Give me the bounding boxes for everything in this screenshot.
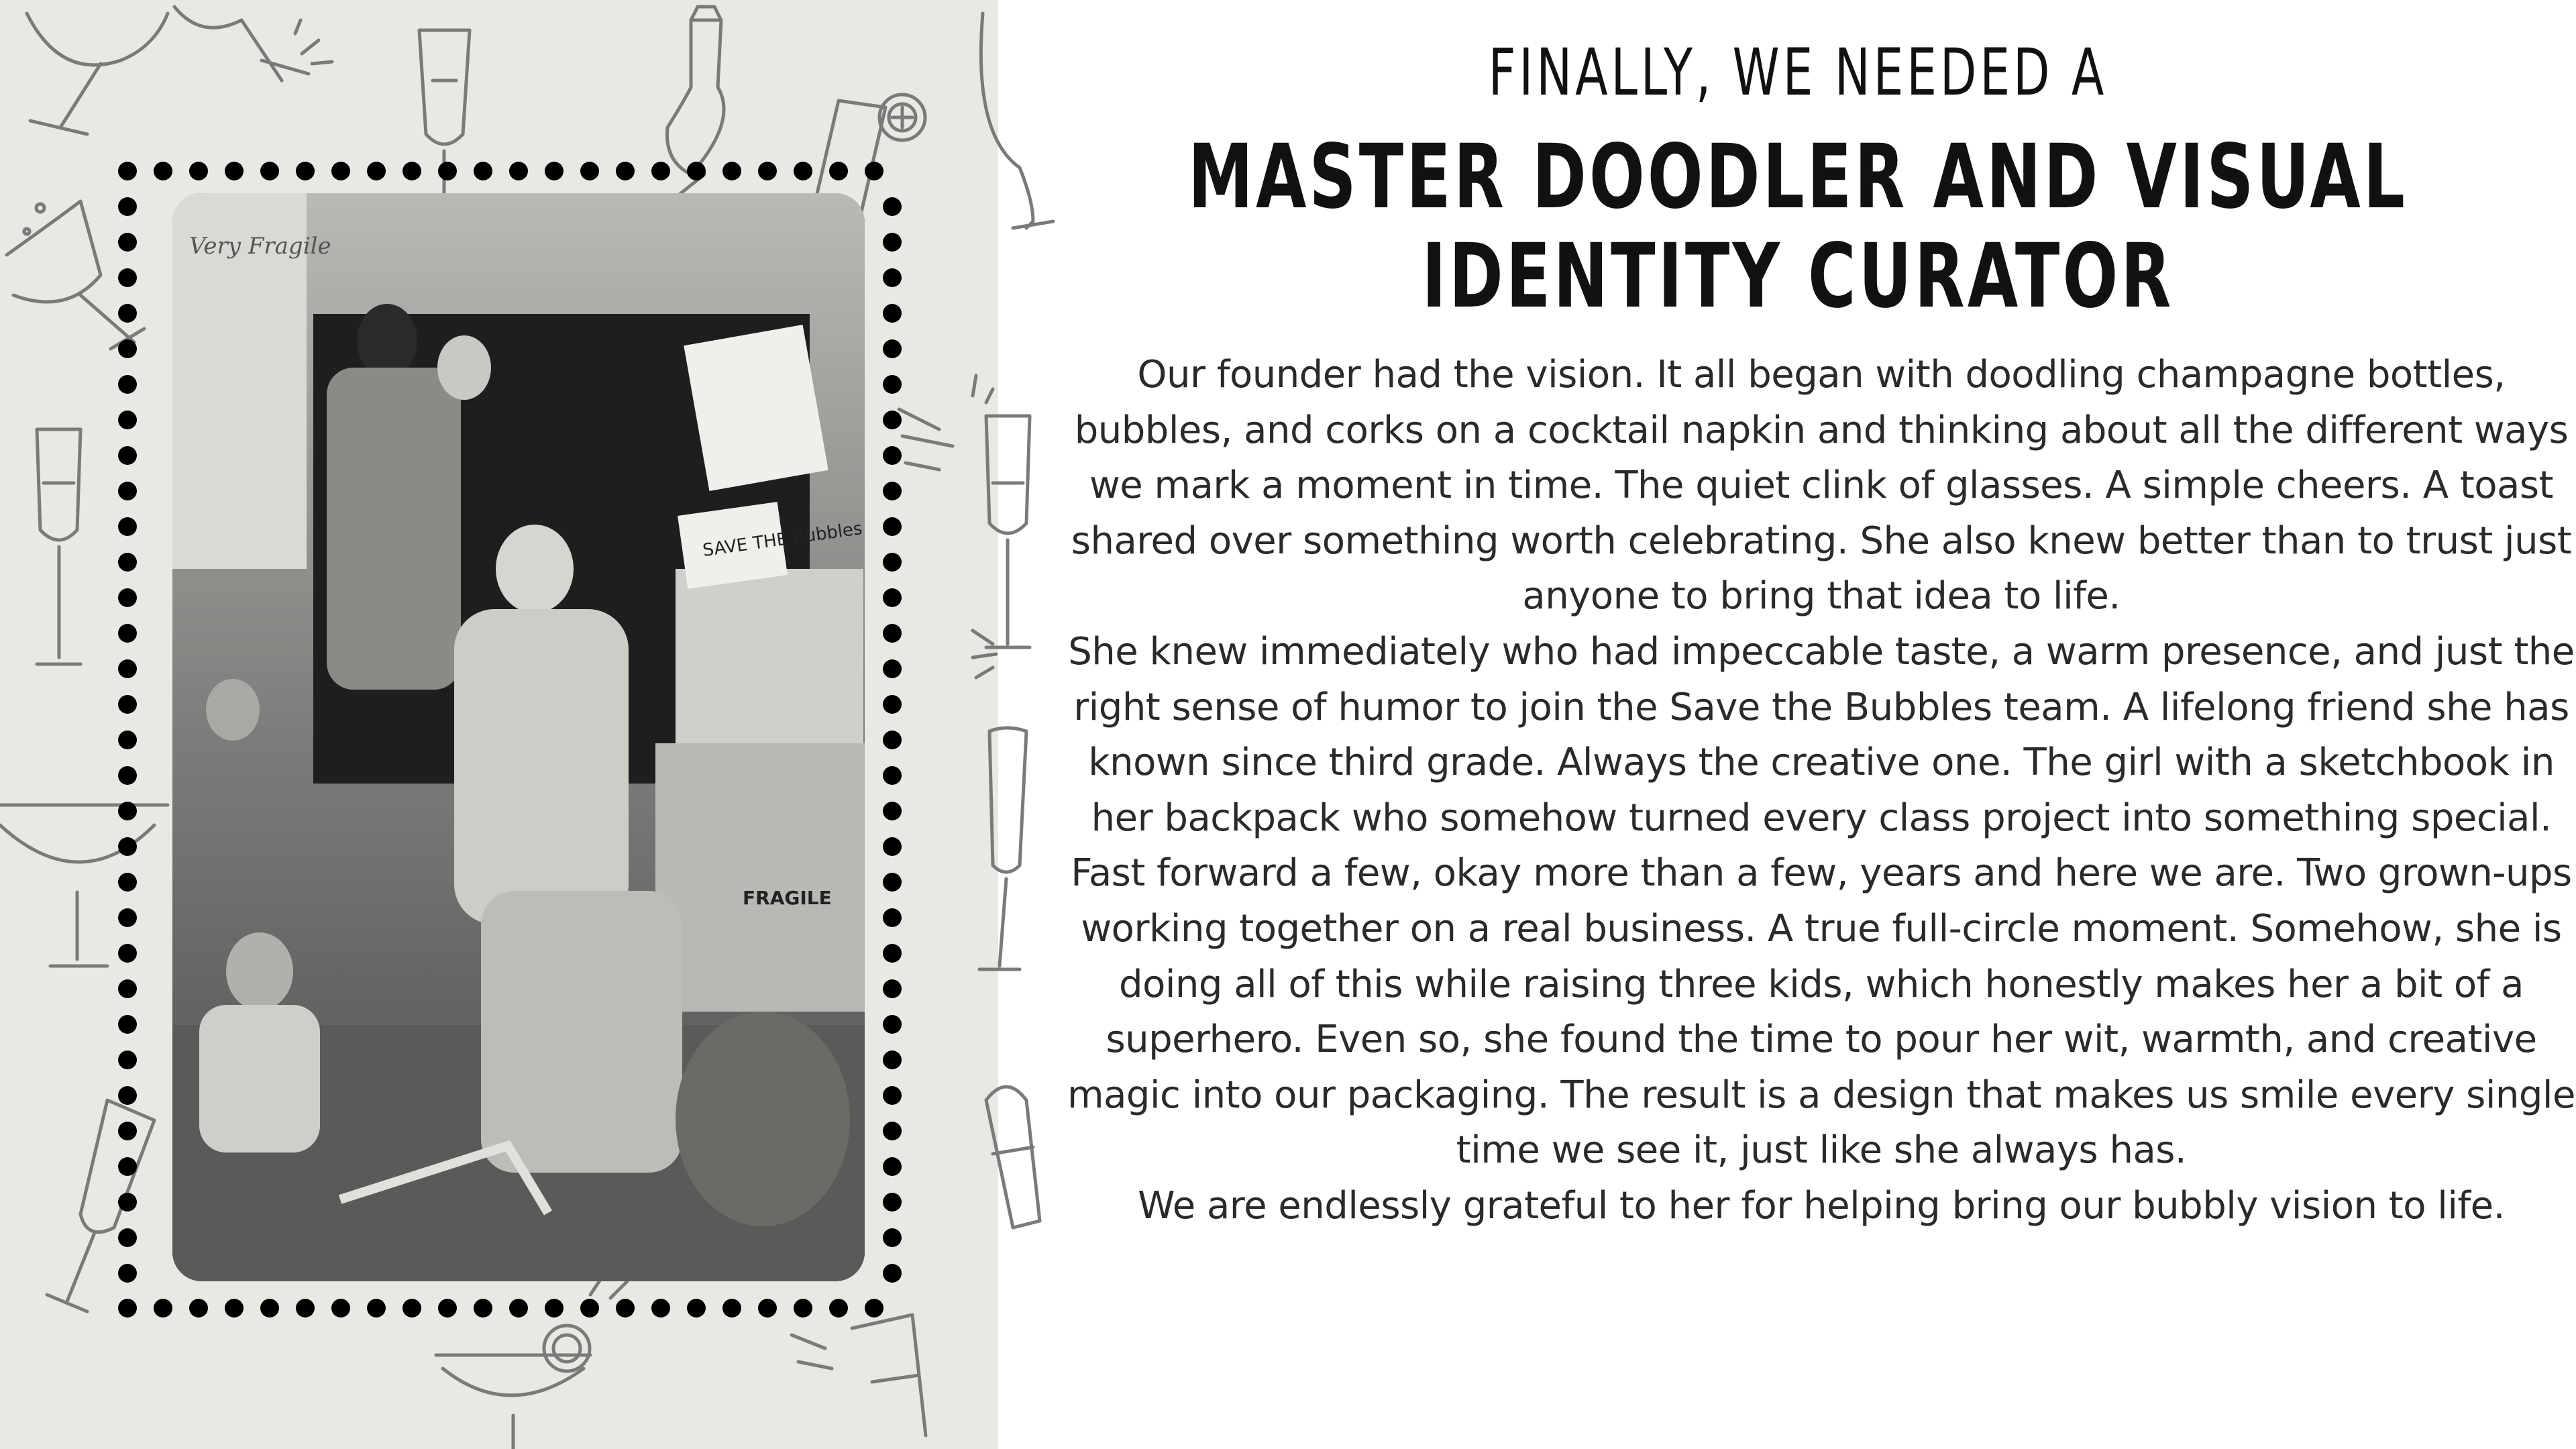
frame-dot — [474, 1299, 492, 1318]
frame-dot — [651, 1299, 670, 1318]
frame-dot — [118, 339, 137, 358]
frame-dot — [189, 1299, 208, 1318]
frame-dot — [829, 1299, 848, 1318]
frame-dot — [118, 766, 137, 785]
frame-dot — [118, 731, 137, 749]
frame-dot — [402, 1299, 421, 1318]
box-label-text: FRAGILE — [743, 887, 832, 909]
frame-dot — [118, 1193, 137, 1212]
frame-dot — [118, 659, 137, 678]
frame-dot — [118, 304, 137, 323]
frame-dot — [118, 411, 137, 429]
frame-dot — [260, 162, 279, 180]
frame-dot — [154, 1299, 172, 1318]
frame-dot — [883, 873, 902, 892]
frame-dot — [225, 162, 244, 180]
frame-dot — [118, 1086, 137, 1105]
frame-dot — [118, 802, 137, 820]
frame-dot — [580, 1299, 599, 1318]
frame-dot — [509, 1299, 528, 1318]
frame-dot — [883, 411, 902, 429]
frame-dot — [883, 695, 902, 714]
frame-dot — [118, 1051, 137, 1069]
sign-board-text: SAVE THE Bubbles — [701, 519, 864, 561]
frame-dot — [883, 304, 902, 323]
doodle-background-panel — [0, 0, 998, 1449]
frame-dot — [883, 944, 902, 963]
frame-dot — [883, 517, 902, 536]
frame-dot — [722, 1299, 741, 1318]
frame-dot — [545, 162, 564, 180]
frame-dot — [331, 1299, 350, 1318]
story-paragraph-2: She knew immediately who had impeccable taste, a warm presence, and just the right sense of humor to join the Save the Bubbles team. A lifelong friend she has known since third grade. Always the creative one. The girl with a sketchbook in her backpack who somehow turned every class project into something special. — [1068, 629, 2575, 840]
story-paragraph-3: Fast forward a few, okay more than a few, years and here we are. Two grown-ups working together on a real business. A true full-circle moment. Somehow, she is doing all of this while raising three kids, which honestly makes her a bit of a superhero. Even so, she found the time to pour her wit, warmth, and creative magic into our packaging. The result is a design that makes us smile every single time we see it, just like she always has. — [1067, 851, 2575, 1173]
frame-dot — [118, 1015, 137, 1034]
frame-dot — [402, 162, 421, 180]
sparkle-icon — [973, 631, 996, 678]
frame-dot — [118, 873, 137, 892]
frame-dot — [883, 1122, 902, 1140]
heading-title-line1: MASTER DOODLER AND VISUAL — [1188, 125, 2408, 229]
frame-dot — [883, 375, 902, 394]
frame-dot — [883, 1193, 902, 1212]
frame-dot — [883, 553, 902, 572]
frame-dot — [883, 1157, 902, 1176]
frame-dot — [883, 1228, 902, 1247]
frame-dot — [118, 446, 137, 465]
frame-dot — [545, 1299, 564, 1318]
frame-dot — [687, 1299, 706, 1318]
frame-dot — [118, 162, 137, 180]
frame-dot — [331, 162, 350, 180]
frame-dot — [118, 233, 137, 252]
frame-dot — [722, 162, 741, 180]
frame-dot — [829, 162, 848, 180]
frame-dot — [474, 162, 492, 180]
frame-dot — [118, 553, 137, 572]
frame-dot — [616, 162, 635, 180]
frame-dot — [296, 1299, 315, 1318]
frame-dot — [883, 1264, 902, 1283]
frame-dot — [118, 1122, 137, 1140]
frame-dot — [438, 1299, 457, 1318]
frame-dot — [687, 162, 706, 180]
frame-dot — [118, 517, 137, 536]
frame-dot — [438, 162, 457, 180]
champagne-glass-icon — [986, 416, 1030, 647]
frame-dot — [883, 659, 902, 678]
team-photo — [172, 193, 865, 1281]
frame-dot — [154, 162, 172, 180]
frame-dot — [189, 162, 208, 180]
frame-dot — [118, 1264, 137, 1283]
frame-dot — [118, 908, 137, 927]
story-paragraph-1: Our founder had the vision. It all began with doodling champagne bottles, bubbles, and corks on a cocktail napkin and thinking about all the different ways we mark a moment in time. The quiet clink of glasses. A simple cheers. A toast shared over something worth celebrating. She also knew better than to trust just anyone to bring that idea to life. — [1071, 353, 2572, 619]
frame-dot — [883, 624, 902, 643]
frame-dot — [794, 162, 812, 180]
frame-dot — [509, 162, 528, 180]
frame-dot — [883, 1051, 902, 1069]
champagne-glass-icon — [979, 728, 1026, 969]
story-paragraph-4: We are endlessly grateful to her for helping bring our bubbly vision to life. — [1138, 1183, 2505, 1228]
frame-dot — [883, 588, 902, 607]
frame-dot — [758, 1299, 777, 1318]
frame-dot — [225, 1299, 244, 1318]
frame-dot — [367, 1299, 386, 1318]
frame-dot — [118, 375, 137, 394]
frame-dot — [118, 482, 137, 500]
frame-dot — [883, 482, 902, 500]
heading-title — [1182, 127, 2414, 326]
frame-dot — [865, 1299, 883, 1318]
frame-dot — [865, 162, 883, 180]
champagne-glass-icon — [981, 13, 1053, 228]
frame-dot — [296, 162, 315, 180]
frame-dot — [883, 339, 902, 358]
frame-dot — [883, 1015, 902, 1034]
sign-top-text: Very Fragile — [189, 233, 331, 260]
frame-dot — [118, 979, 137, 998]
frame-dot — [883, 233, 902, 252]
frame-dot — [118, 695, 137, 714]
frame-dot — [758, 162, 777, 180]
frame-dot — [616, 1299, 635, 1318]
frame-dot — [118, 1299, 137, 1318]
frame-dot — [883, 766, 902, 785]
champagne-bottle-icon — [986, 1087, 1040, 1228]
frame-dot — [367, 162, 386, 180]
frame-dot — [118, 944, 137, 963]
frame-dot — [883, 837, 902, 856]
frame-dot — [260, 1299, 279, 1318]
frame-dot — [883, 802, 902, 820]
frame-dot — [883, 1086, 902, 1105]
frame-dot — [118, 624, 137, 643]
frame-dot — [118, 1228, 137, 1247]
frame-dot — [883, 979, 902, 998]
frame-dot — [794, 1299, 812, 1318]
frame-dot — [883, 197, 902, 216]
frame-dot — [651, 162, 670, 180]
story-body — [1067, 347, 2576, 1234]
photo-illustration — [172, 193, 865, 1281]
heading-title-line2: IDENTITY CURATOR — [1421, 225, 2174, 328]
frame-dot — [118, 268, 137, 287]
frame-dot — [883, 268, 902, 287]
heading-intro: FINALLY, WE NEEDED A — [1488, 35, 2108, 110]
frame-dot — [118, 1157, 137, 1176]
frame-dot — [883, 731, 902, 749]
sparkle-icon — [973, 376, 993, 402]
frame-dot — [883, 446, 902, 465]
frame-dot — [883, 908, 902, 927]
frame-dot — [580, 162, 599, 180]
frame-dot — [118, 588, 137, 607]
frame-dot — [118, 197, 137, 216]
frame-dot — [118, 837, 137, 856]
